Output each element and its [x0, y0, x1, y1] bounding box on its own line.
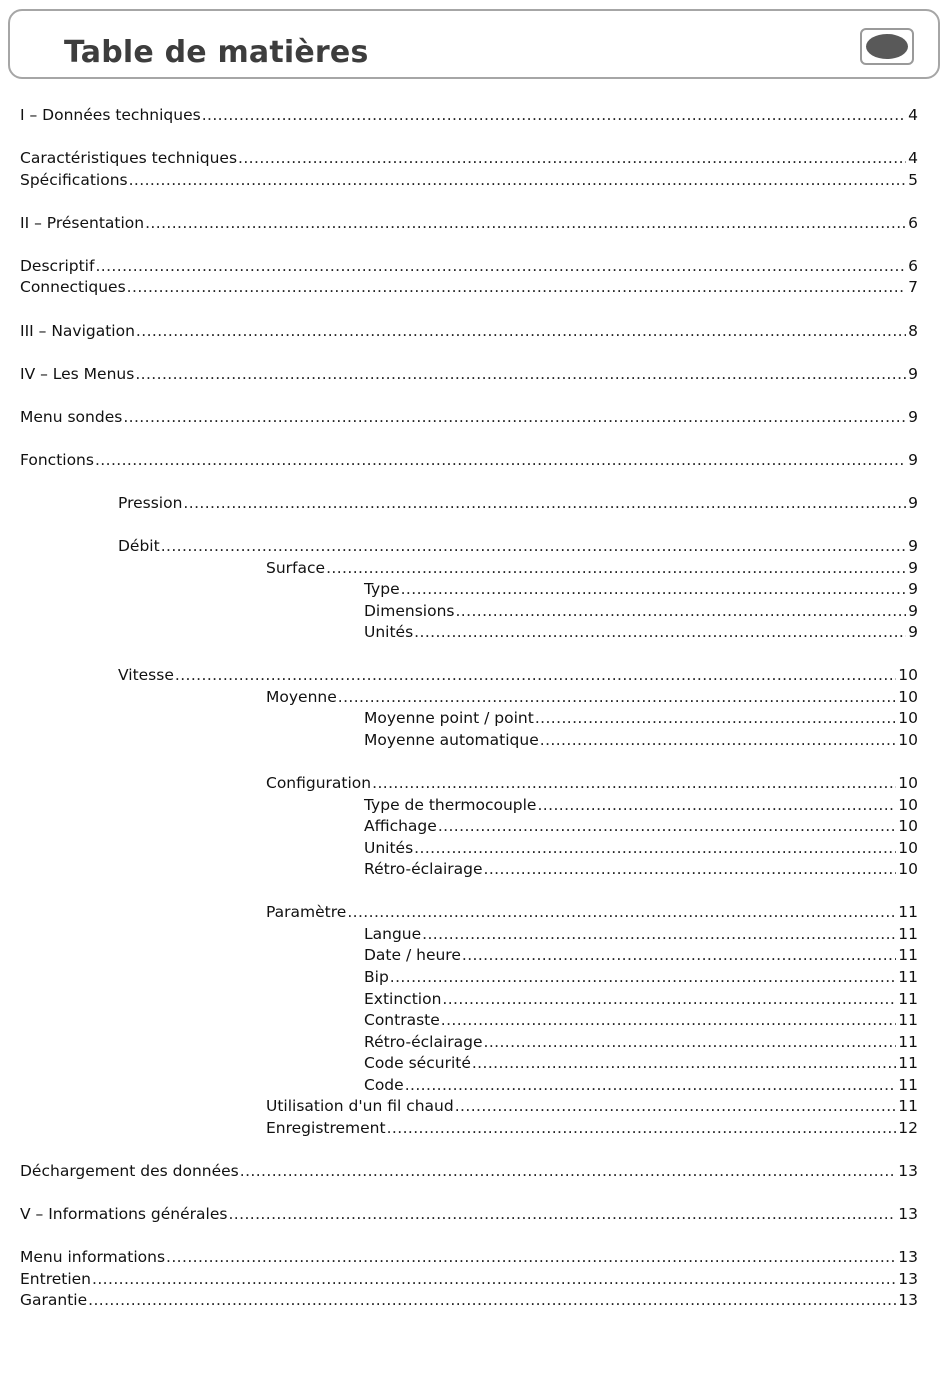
toc-leader-dots — [228, 1204, 896, 1224]
toc-entry-label: Fonctions — [20, 451, 94, 469]
toc-entry-page: 13 — [898, 1291, 918, 1309]
toc-entry-page: 10 — [898, 688, 918, 706]
toc-leader-dots — [537, 795, 896, 815]
toc-entry-label: Rétro-éclairage — [364, 860, 483, 878]
toc-entry[interactable] — [20, 1204, 918, 1224]
toc-entry-page: 11 — [898, 1076, 918, 1094]
toc-entry-page: 4 — [908, 149, 918, 167]
toc-entry-label: Configuration — [266, 774, 372, 792]
toc-leader-dots — [455, 601, 906, 621]
toc-entry[interactable] — [364, 945, 918, 965]
toc-leader-dots — [95, 256, 906, 276]
toc-entry-page: 5 — [908, 171, 918, 189]
toc-entry-label: Langue — [364, 925, 422, 943]
toc-entry[interactable] — [364, 859, 918, 879]
toc-entry-page: 11 — [898, 1011, 918, 1029]
toc-entry-page: 10 — [898, 666, 918, 684]
toc-entry-page: 13 — [898, 1162, 918, 1180]
toc-entry[interactable] — [364, 730, 918, 750]
toc-entry-page: 9 — [908, 494, 918, 512]
toc-leader-dots — [405, 1075, 897, 1095]
toc-entry-label: Utilisation d'un fil chaud — [266, 1097, 454, 1115]
toc-entry-label: Type de thermocouple — [364, 796, 537, 814]
toc-leader-dots — [95, 450, 906, 470]
toc-entry-label: Pression — [118, 494, 183, 512]
toc-entry-page: 11 — [898, 946, 918, 964]
toc-entry-label: Moyenne — [266, 688, 337, 706]
toc-leader-dots — [442, 989, 896, 1009]
toc-entry-label: Vitesse — [118, 666, 174, 684]
toc-leader-dots — [135, 364, 906, 384]
toc-entry[interactable] — [364, 1010, 918, 1030]
toc-entry-page: 9 — [908, 365, 918, 383]
toc-entry[interactable] — [20, 407, 918, 427]
toc-entry[interactable] — [118, 493, 918, 513]
toc-entry-label: Surface — [266, 559, 326, 577]
toc-entry[interactable] — [118, 665, 918, 685]
toc-entry-label: Bip — [364, 968, 389, 986]
toc-leader-dots — [438, 816, 896, 836]
toc-entry-page: 9 — [908, 623, 918, 641]
toc-entry-page: 9 — [908, 451, 918, 469]
toc-entry-label: Rétro-éclairage — [364, 1033, 483, 1051]
toc-entry-page: 9 — [908, 559, 918, 577]
toc-entry-label: Moyenne automatique — [364, 731, 539, 749]
toc-entry-page: 11 — [898, 1054, 918, 1072]
toc-entry-label: Unités — [364, 623, 414, 641]
toc-entry-page: 10 — [898, 774, 918, 792]
toc-leader-dots — [129, 170, 907, 190]
toc-leader-dots — [414, 838, 896, 858]
toc-entry-page: 9 — [908, 602, 918, 620]
toc-entry-label: Garantie — [20, 1291, 88, 1309]
toc-entry-page: 13 — [898, 1270, 918, 1288]
toc-leader-dots — [401, 579, 907, 599]
toc-leader-dots — [441, 1010, 896, 1030]
toc-entry-label: Code sécurité — [364, 1054, 471, 1072]
toc-entry[interactable] — [118, 536, 918, 556]
toc-entry[interactable] — [20, 364, 918, 384]
toc-entry[interactable] — [266, 1096, 918, 1116]
toc-entry[interactable] — [364, 622, 918, 642]
toc-entry-label: Dimensions — [364, 602, 455, 620]
toc-entry-label: Contraste — [364, 1011, 440, 1029]
toc-entry-label: V – Informations générales — [20, 1205, 228, 1223]
toc-leader-dots — [462, 945, 896, 965]
toc-leader-dots — [390, 967, 896, 987]
toc-entry-page: 10 — [898, 796, 918, 814]
toc-entry[interactable] — [364, 708, 918, 728]
toc-entry-label: I – Données techniques — [20, 106, 201, 124]
toc-leader-dots — [136, 321, 906, 341]
toc-entry-page: 10 — [898, 839, 918, 857]
toc-entry[interactable] — [20, 277, 918, 297]
toc-entry[interactable] — [364, 1075, 918, 1095]
toc-leader-dots — [347, 902, 896, 922]
toc-entry-label: Menu informations — [20, 1248, 166, 1266]
toc-entry[interactable] — [364, 967, 918, 987]
toc-entry[interactable] — [20, 450, 918, 470]
toc-entry[interactable] — [20, 170, 918, 190]
toc-entry-label: Affichage — [364, 817, 437, 835]
toc-leader-dots — [414, 622, 906, 642]
toc-entry[interactable] — [364, 989, 918, 1009]
toc-entry-page: 13 — [898, 1248, 918, 1266]
toc-entry-label: Code — [364, 1076, 404, 1094]
toc-entry[interactable] — [20, 1269, 918, 1289]
toc-entry[interactable] — [20, 1290, 918, 1310]
toc-entry-page: 10 — [898, 860, 918, 878]
toc-entry-page: 11 — [898, 968, 918, 986]
toc-leader-dots — [387, 1118, 897, 1138]
toc-entry[interactable] — [364, 579, 918, 599]
toc-leader-dots — [123, 407, 906, 427]
toc-entry-label: Date / heure — [364, 946, 461, 964]
toc-entry-page: 7 — [908, 278, 918, 296]
toc-entry-page: 11 — [898, 1033, 918, 1051]
toc-leader-dots — [455, 1096, 897, 1116]
toc-entry-label: Enregistrement — [266, 1119, 386, 1137]
toc-entry-page: 11 — [898, 990, 918, 1008]
toc-entry[interactable] — [364, 1032, 918, 1052]
toc-leader-dots — [127, 277, 906, 297]
toc-entry-label: Type — [364, 580, 400, 598]
toc-leader-dots — [326, 558, 906, 578]
toc-entry[interactable] — [266, 773, 918, 793]
toc-entry-label: Connectiques — [20, 278, 126, 296]
toc-entry-label: Extinction — [364, 990, 442, 1008]
toc-leader-dots — [540, 730, 897, 750]
toc-entry-label: Paramètre — [266, 903, 347, 921]
toc-entry-label: III – Navigation — [20, 322, 135, 340]
toc-entry[interactable] — [20, 256, 918, 276]
toc-entry-label: Caractéristiques techniques — [20, 149, 238, 167]
toc-entry-label: Débit — [118, 537, 160, 555]
toc-entry[interactable] — [364, 795, 918, 815]
toc-entry-label: Spécifications — [20, 171, 128, 189]
toc-entry[interactable] — [20, 1247, 918, 1267]
toc-entry-page: 10 — [898, 817, 918, 835]
toc-leader-dots — [535, 708, 896, 728]
toc-leader-dots — [166, 1247, 896, 1267]
toc-entry-page: 10 — [898, 731, 918, 749]
toc-entry[interactable] — [364, 601, 918, 621]
toc-entry[interactable] — [364, 838, 918, 858]
toc-entry-page: 6 — [908, 257, 918, 275]
toc-entry[interactable] — [20, 105, 918, 125]
toc-leader-dots — [238, 148, 906, 168]
toc-leader-dots — [338, 687, 897, 707]
toc-entry-page: 4 — [908, 106, 918, 124]
toc-entry-label: II – Présentation — [20, 214, 145, 232]
toc-leader-dots — [145, 213, 906, 233]
toc-entry[interactable] — [266, 558, 918, 578]
toc-leader-dots — [422, 924, 896, 944]
toc-entry[interactable] — [364, 924, 918, 944]
toc-leader-dots — [183, 493, 906, 513]
toc-entry[interactable] — [20, 321, 918, 341]
toc-entry[interactable] — [266, 902, 918, 922]
toc-entry-page: 6 — [908, 214, 918, 232]
toc-leader-dots — [372, 773, 896, 793]
toc-entry-page: 11 — [898, 903, 918, 921]
toc-entry[interactable] — [364, 1053, 918, 1073]
toc-entry[interactable] — [364, 816, 918, 836]
toc-entry-page: 9 — [908, 408, 918, 426]
toc-leader-dots — [175, 665, 896, 685]
toc-entry-label: Déchargement des données — [20, 1162, 239, 1180]
toc-entry-label: IV – Les Menus — [20, 365, 135, 383]
toc-leader-dots — [161, 536, 906, 556]
toc-entry-page: 9 — [908, 537, 918, 555]
toc-entry[interactable] — [20, 148, 918, 168]
toc-entry[interactable] — [20, 213, 918, 233]
page-title: Table de matières — [64, 35, 369, 70]
toc-leader-dots — [202, 105, 906, 125]
toc-leader-dots — [92, 1269, 896, 1289]
toc-entry-label: Entretien — [20, 1270, 92, 1288]
toc-entry-page: 8 — [908, 322, 918, 340]
toc-leader-dots — [484, 1032, 897, 1052]
toc-leader-dots — [240, 1161, 897, 1181]
toc-entry-label: Unités — [364, 839, 414, 857]
toc-entry[interactable] — [20, 1161, 918, 1181]
toc-entry-page: 13 — [898, 1205, 918, 1223]
toc-entry[interactable] — [266, 1118, 918, 1138]
toc-entry-page: 9 — [908, 580, 918, 598]
toc-leader-dots — [472, 1053, 896, 1073]
toc-leader-dots — [88, 1290, 896, 1310]
toc-entry-page: 11 — [898, 925, 918, 943]
toc-entry-page: 12 — [898, 1119, 918, 1137]
toc-entry-page: 10 — [898, 709, 918, 727]
toc-entry[interactable] — [266, 687, 918, 707]
toc-leader-dots — [484, 859, 897, 879]
toc-entry-label: Menu sondes — [20, 408, 123, 426]
toc-entry-page: 11 — [898, 1097, 918, 1115]
toc-entry-label: Descriptif — [20, 257, 95, 275]
toc-entry-label: Moyenne point / point — [364, 709, 534, 727]
